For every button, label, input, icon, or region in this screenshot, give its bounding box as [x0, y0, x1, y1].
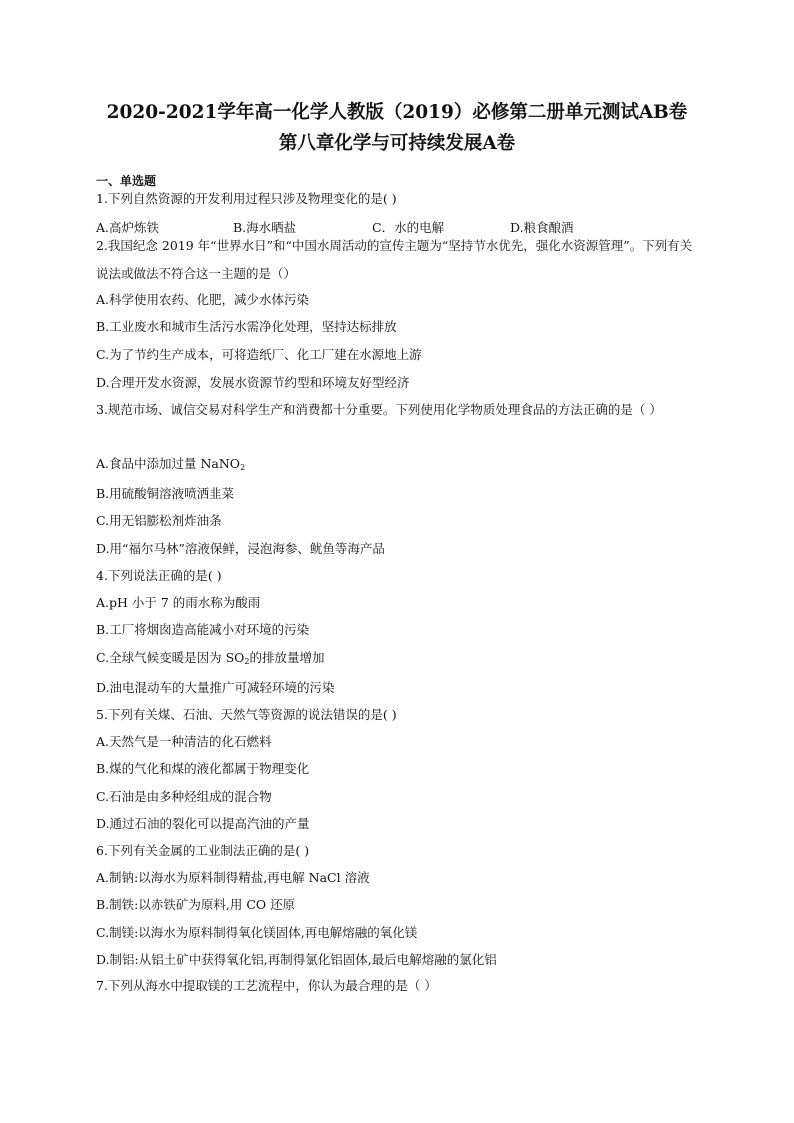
question-2-stem: 2.我国纪念 2019 年“世界水日”和“中国水周活动的宣传主题为“坚持节水优先，强化水资源管理”。下列有关说法或做法不符合这一主题的是（） — [96, 238, 693, 281]
question-7-stem: 7.下列从海水中提取镁的工艺流程中，你认为最合理的是（ ） — [96, 978, 437, 993]
question-5-option-a: A.天然气是一种清洁的化石燃料 — [96, 734, 272, 749]
question-1-option-c: C．水的电解 — [372, 220, 445, 235]
question-3-option-c: C.用无铝膨松剂炸油条 — [96, 513, 222, 528]
question-5-option-d: D.通过石油的裂化可以提高汽油的产量 — [96, 816, 310, 831]
question-5-option-c: C.石油是由多种烃组成的混合物 — [96, 789, 272, 804]
question-6-option-b: B.制铁:以赤铁矿为原料,用 CO 还原 — [96, 897, 296, 912]
question-1-option-b: B.海水晒盐 — [233, 220, 297, 235]
question-2-option-c: C.为了节约生产成本，可将造纸厂、化工厂建在水源地上游 — [96, 347, 422, 362]
question-4-option-b: B.工厂将烟囱造高能减小对环境的污染 — [96, 622, 310, 637]
question-2-option-a: A.科学使用农药、化肥，减少水体污染 — [96, 292, 310, 307]
question-4-option-d: D.油电混动车的大量推广可减轻环境的污染 — [96, 680, 335, 695]
question-1-stem: 1.下列自然资源的开发利用过程只涉及物理变化的是( ) — [96, 191, 397, 206]
question-6-option-d: D.制铝:从铝土矿中获得氧化铝,再制得氯化铝固体,最后电解熔融的氯化铝 — [96, 952, 497, 967]
question-6-stem: 6.下列有关金属的工业制法正确的是( ) — [96, 843, 310, 858]
question-2-option-b: B.工业废水和城市生活污水需净化处理，坚持达标排放 — [96, 319, 397, 334]
question-5-option-b: B.煤的气化和煤的液化都属于物理变化 — [96, 761, 310, 776]
question-4-option-c-text: C.全球气候变暖是因为 SO — [96, 650, 245, 665]
question-4-option-a: A.pH 小于 7 的雨水称为酸雨 — [96, 595, 261, 610]
question-3-option-a-subscript: 2 — [240, 463, 246, 472]
question-3-option-b: B.用硫酸铜溶液喷洒韭菜 — [96, 486, 235, 501]
question-1-option-d: D.粮食酿酒 — [510, 220, 574, 235]
document-title-line1: 2020-2021学年高一化学人教版（2019）必修第二册单元测试AB卷 — [106, 102, 688, 123]
question-1-option-a: A.高炉炼铁 — [96, 220, 160, 235]
question-4-option-c-subscript: 2 — [244, 657, 250, 666]
question-3-option-a-text: A.食品中添加过量 NaNO — [96, 456, 241, 471]
question-2-option-d: D.合理开发水资源，发展水资源节约型和环境友好型经济 — [96, 375, 410, 390]
question-4-option-c-suffix: 的排放量增加 — [249, 650, 325, 665]
section-heading: 一、单选题 — [96, 174, 157, 188]
question-5-stem: 5.下列有关煤、石油、天然气等资源的说法错误的是( ) — [96, 707, 397, 722]
question-6-option-c: C.制镁:以海水为原料制得氧化镁固体,再电解熔融的氧化镁 — [96, 925, 418, 940]
question-3-stem: 3.规范市场、诚信交易对科学生产和消费都十分重要。下列使用化学物质处理食品的方法正确的是（ ） — [96, 402, 662, 417]
question-6-option-a: A.制钠:以海水为原料制得精盐,再电解 NaCl 溶液 — [96, 870, 370, 885]
question-3-option-d: D.用“福尔马林”溶液保鲜，浸泡海参、鱿鱼等海产品 — [96, 541, 385, 556]
document-title-line2: 第八章化学与可持续发展A卷 — [278, 133, 516, 154]
question-3-option-a — [96, 455, 696, 477]
question-4-stem: 4.下列说法正确的是( ) — [96, 568, 222, 583]
question-4-option-c — [96, 649, 696, 671]
